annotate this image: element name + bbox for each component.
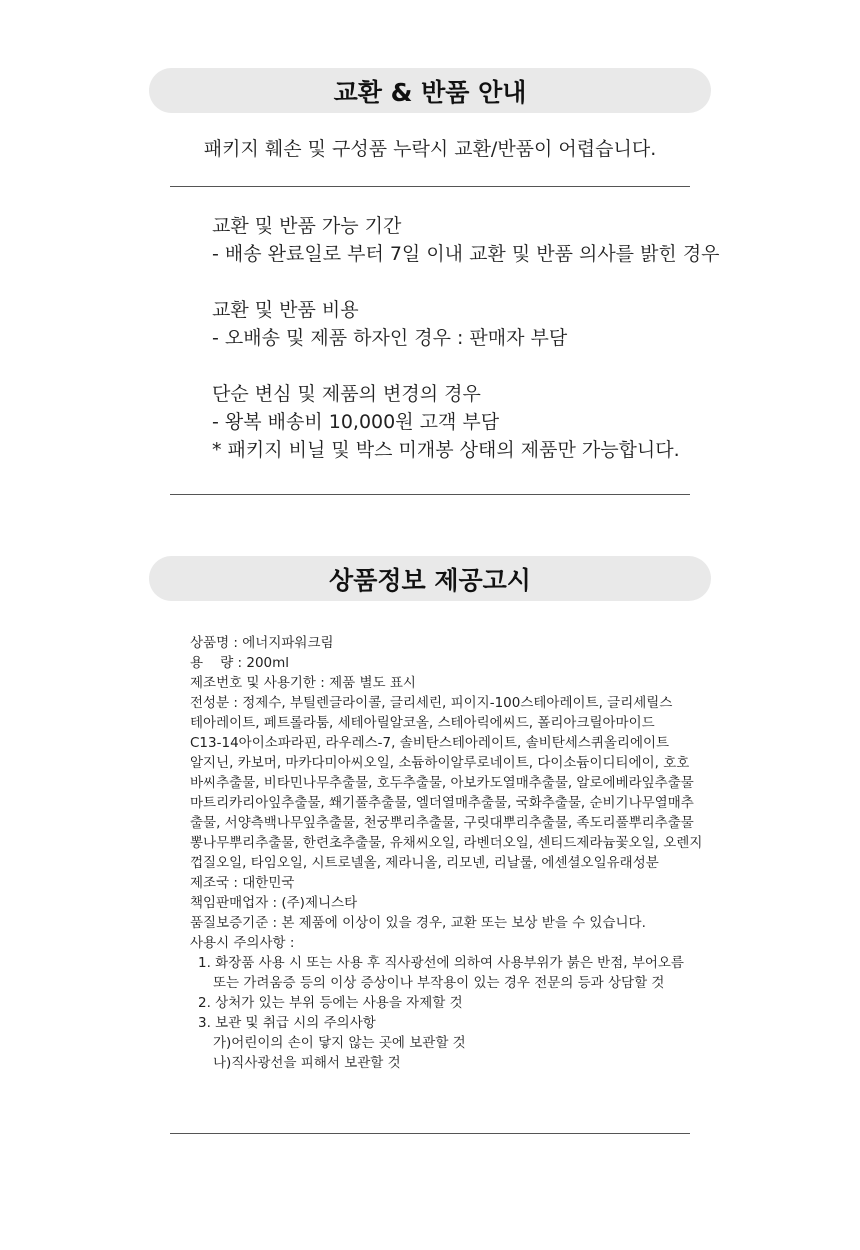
storage-item: 가)어린이의 손이 닿지 않는 곳에 보관할 것	[213, 1035, 466, 1051]
ingredients-line: 전성분 : 정제수, 부틸렌글라이콜, 글리세린, 피이지-100스테아레이트, 글리세릴스	[190, 695, 673, 711]
ingredients-line: 알지닌, 카보머, 마카다미아씨오일, 소듐하이알루로네이트, 다이소듐이디티에이, 호호	[190, 755, 690, 771]
exchange-title: 교환 & 반품 안내	[333, 77, 527, 107]
policy-period	[212, 212, 720, 268]
policy-heading: 교환 및 반품 비용	[212, 299, 359, 321]
policy-simple-change	[212, 380, 682, 464]
exchange-policy	[212, 212, 720, 492]
caution-list	[190, 953, 684, 1033]
caution-item: 3. 보관 및 취급 시의 주의사항	[198, 1015, 376, 1031]
divider	[170, 186, 690, 187]
storage-item: 나)직사광선을 피해서 보관할 것	[213, 1055, 401, 1071]
policy-line: * 패키지 비닐 및 박스 미개봉 상태의 제품만 가능합니다.	[212, 439, 680, 461]
product-volume: 용 량 : 200ml	[190, 655, 290, 671]
product-quality: 품질보증기준 : 본 제품에 이상이 있을 경우, 교환 또는 보상 받을 수 있습니다.	[190, 915, 646, 931]
policy-cost	[212, 296, 682, 352]
ingredients-line: 뽕나무뿌리추출물, 한련초추출물, 유채씨오일, 라벤더오일, 센티드제라늄꽃오일, 오렌지	[190, 835, 703, 851]
divider	[170, 1133, 690, 1134]
product-info-title: 상품정보 제공고시	[329, 565, 531, 595]
ingredients-line: C13-14아이소파라핀, 라우레스-7, 솔비탄스테아레이트, 솔비탄세스퀴올리에이트	[190, 735, 670, 751]
ingredients-line: 출물, 서양측백나무잎추출물, 천궁뿌리추출물, 구릿대뿌리추출물, 족도리풀뿌리추출물	[190, 815, 694, 831]
caution-heading: 사용시 주의사항 :	[190, 935, 295, 951]
product-seller: 책임판매업자 : (주)제니스타	[190, 895, 358, 911]
ingredients	[190, 693, 703, 873]
ingredients-line: 테아레이트, 페트롤라툼, 세테아릴알코올, 스테아릭에씨드, 폴리아크릴아마이드	[190, 715, 655, 731]
divider	[170, 494, 690, 495]
product-country: 제조국 : 대한민국	[190, 875, 295, 891]
caution-item-continued: 또는 가려움증 등의 이상 증상이나 부작용이 있는 경우 전문의 등과 상담할 것	[213, 975, 665, 991]
policy-line: - 왕복 배송비 10,000원 고객 부담	[212, 411, 500, 433]
product-name: 상품명 : 에너지파워크림	[190, 635, 334, 651]
ingredients-line: 바씨추출물, 비타민나무추출물, 호두추출물, 아보카도열매추출물, 알로에베라잎추출물	[190, 775, 694, 791]
caution-item: 1. 화장품 사용 시 또는 사용 후 직사광선에 의하여 사용부위가 붉은 반점, 부어오름	[198, 955, 684, 971]
policy-heading: 단순 변심 및 제품의 변경의 경우	[212, 383, 481, 405]
caution-item: 2. 상처가 있는 부위 등에는 사용을 자제할 것	[198, 995, 463, 1011]
ingredients-line: 껍질오일, 타임오일, 시트로넬올, 제라니올, 리모넨, 리날룰, 에센셜오일유래성분	[190, 855, 659, 871]
exchange-title-banner	[149, 68, 711, 113]
ingredients-line: 마트리카리아잎추출물, 쐐기풀추출물, 엘더열매추출물, 국화추출물, 순비기나무열매추	[190, 795, 694, 811]
product-info-body	[190, 633, 703, 1073]
product-info-title-banner	[149, 556, 711, 601]
policy-line: - 오배송 및 제품 하자인 경우 : 판매자 부담	[212, 327, 568, 349]
policy-line: - 배송 완료일로 부터 7일 이내 교환 및 반품 의사를 밝힌 경우	[212, 243, 720, 265]
exchange-subtitle: 패키지 훼손 및 구성품 누락시 교환/반품이 어렵습니다.	[203, 138, 657, 160]
product-lot: 제조번호 및 사용기한 : 제품 별도 표시	[190, 675, 416, 691]
policy-heading: 교환 및 반품 가능 기간	[212, 215, 402, 237]
